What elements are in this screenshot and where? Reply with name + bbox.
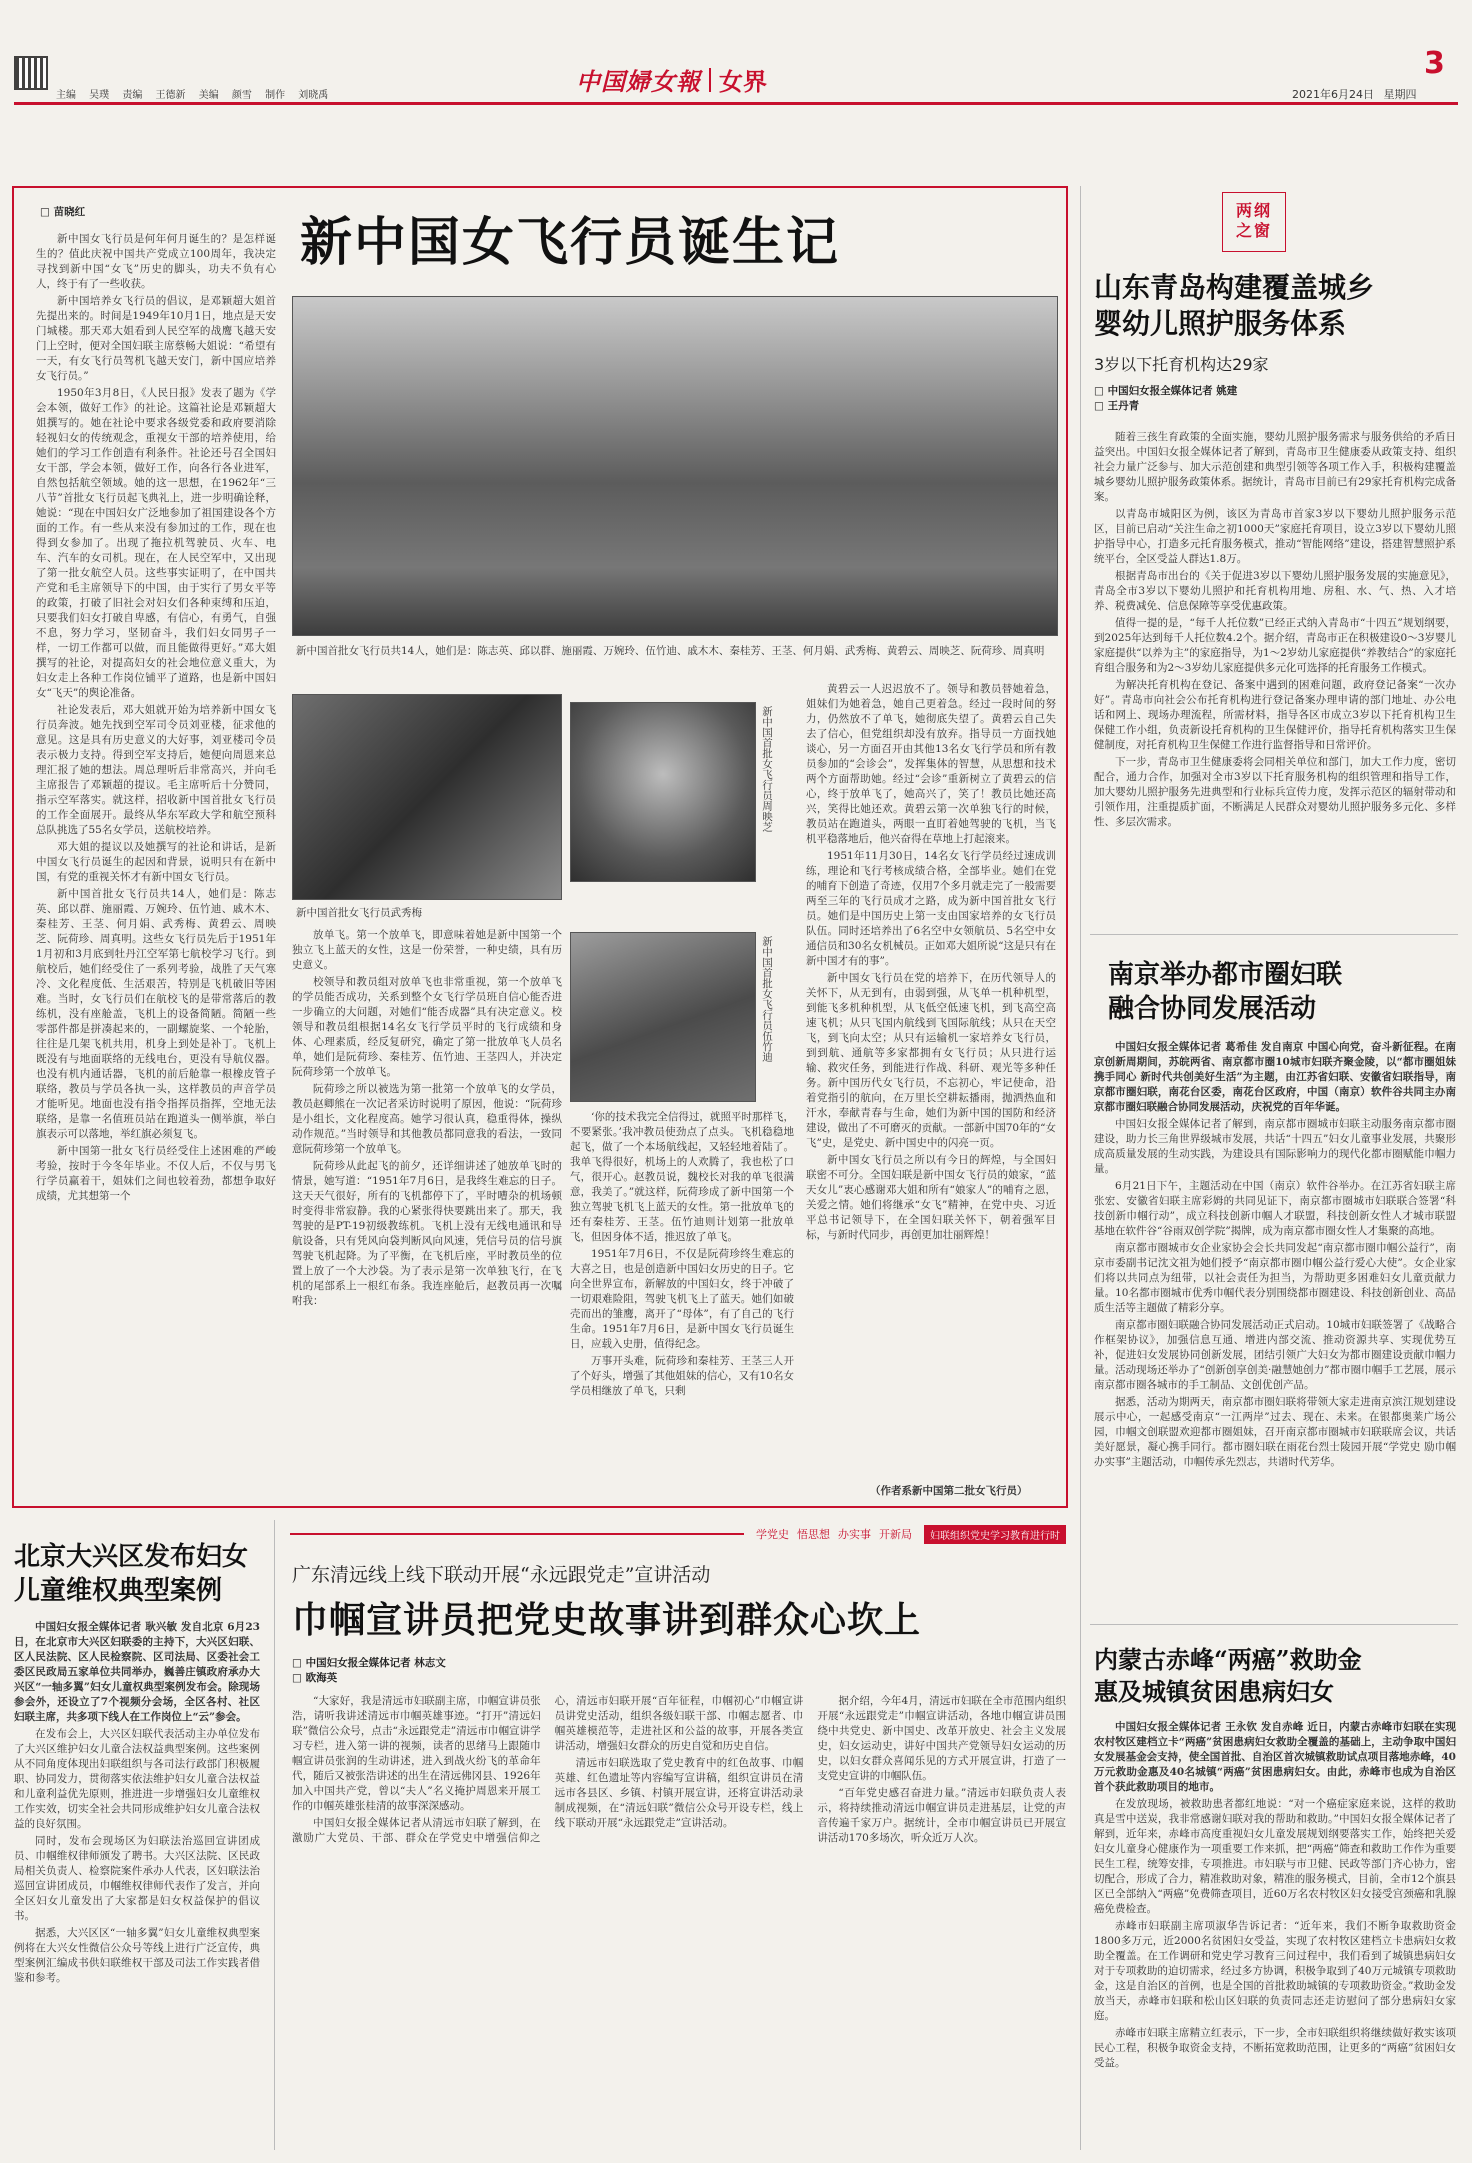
photo-wu-zhudi-caption: 新中国首批女飞行员伍竹迪 <box>761 936 773 1062</box>
feature-col1-p6: 新中国首批女飞行员共14人，她们是：陈志英、邱以群、施丽霞、万婉玲、伍竹迪、戚木木、秦桂芳、王茎、何月娟、武秀梅、黄碧云、周映芝、阮荷珍、周真明。这些女飞行员先后于1951年1月初和3月底到牡丹江空军第七航校学习飞行。到航校后，她们经受住了一系列考验，战胜了天气寒冷、文化程度低、生活艰苦，特别是飞机破旧等困难。当时，女飞行员们在航校飞的是带常落后的教练机，没有座舱盖，飞机上的设备简陋。简陋一些零部件都是拼凑起来的，一副螺旋桨、一个轮胎，往往是几架飞机共用，机身上到处是补丁。飞机上既没有与地面联络的无线电台，更没有导航仪器。也没有机内通话器，飞机的前后舱靠一根橡皮管子联络，教员与学员各执一头，这样教员的声音学员才能听见。地面也没有指令指挥员指挥，空地无法联络，是靠一名值班员站在跑道头一侧举旗，举白旗表示可以落地，举红旗必须复飞。 <box>36 888 276 1140</box>
masthead <box>576 62 767 97</box>
guangdong-p2: 中国妇女报全媒体记者从清远市妇联了解到，在激励广大党员、干部、群众在学党史中增强信仰之心，清远市妇联开展“百年征程，巾帼初心”巾帼宣讲员讲党史活动，组织各级妇联干部、巾帼志愿者、巾帼英雄模范等，走进社区和公益的故事，开展各类宣讲活动，增强妇女群众的历史自觉和历史自信。 <box>292 1695 804 1844</box>
issue-date <box>1292 86 1417 102</box>
wang-body <box>1094 430 1456 906</box>
date-text: 2021年6月24日 <box>1292 88 1374 101</box>
credit-chief-editor: 主编 吴璞 <box>56 90 110 101</box>
feature-col1-p3: 1950年3月8日，《人民日报》发表了题为《学会本领，做好工作》的社论。这篇社论是邓颖超大姐撰写的。她在社论中要求各级党委和政府要消除轻视妇女的传统观念，重视女干部的培养使用，给她们的学习工作创造有利条件。社论还号召全国妇女干部，学会本领，做好工作，向各行各业进军，自然包括航空领域。她的这一思想，在1962年“三八节”首批女飞行员起飞典礼上，进一步明确诠释，她说：“现在中国妇女广泛地参加了祖国建设各个方面的工作。有一些从来没有参加过的工作，现在也得到女参加了。出现了拖拉机驾驶员、火车、电车、汽车的女司机。现在，在人民空军中，又出现了第一批女航空人员。这些事实证明了，在中国共产党和毛主席领导下的中国，由于实行了男女平等的政策，打破了旧社会对妇女们各种束缚和压迫，只要我们妇女打破自卑感，有信心，有勇气，自强不息，努力学习，坚韧奋斗，我们妇女同男子一样，一切工作都可以做，而且能做得更好。”邓大姐撰写的社论，对提高妇女的社会地位意义重大，为妇女走上各种工作岗位铺平了道路，也是新中国妇女“飞天”的舆论准备。 <box>36 387 276 699</box>
nanjing-title <box>1108 958 1342 1026</box>
guangdong-byline2: □ 欧海英 <box>292 1672 338 1684</box>
photo-zhou-yingzhi <box>570 702 756 882</box>
beijing-p1: 中国妇女报全媒体记者 耿兴敏 发自北京 6月23日，在北京市大兴区妇联委的主持下，大兴区妇联、区人民法院、区人民检察院、区司法局、区委社会工委区民政局五家单位共同举办，巍善庄镇政府承办大兴区“一轴多翼”妇女儿童权典型案例发布会。除现场参会外，还设立了7个视频分会场，全区各村、社区妇联主席，共多项下线人在工作岗位上“云”参会。 <box>14 1621 260 1723</box>
nanjing-title-line2: 融合协同发展活动 <box>1108 994 1317 1024</box>
feature-col2-p1: 放单飞。第一个放单飞，即意味着她是新中国第一个独立飞上蓝天的女性，这是一份荣誉，一种史绩，具有历史意义。 <box>292 929 562 971</box>
guangdong-p3: 清远市妇联选取了党史教育中的红色故事、巾帼英雄、红色遗址等内容编写宣讲稿，组织宣讲员在清远市各县区、乡镇、村镇开展宣讲，还将宣讲活动录制成视频，在“清远妇联”微信公众号开设专栏，线上线下联动开展“永远跟党走”宣讲活动。 <box>554 1757 804 1829</box>
qr-code-icon <box>14 56 48 90</box>
beijing-title-line1: 北京大兴区发布妇女 <box>14 1542 249 1572</box>
nanjing-p5: 南京都市圈妇联融合协同发展活动正式启动。10城市妇联签署了《战略合作框架协议》，加强信息互通、增进内部交流、推动资源共享、实现优势互补，促进妇女发展协同创新发展，团结引领广大妇女为都市圈建设贡献巾帼力量。活动现场还举办了“创新创享创美·融慧她创力”都市圈巾帼手工艺展，展示南京都市圈各城市的手工制品、文创优创产品。 <box>1094 1319 1456 1391</box>
neimeng-title-line1: 内蒙古赤峰“两癌”救助金 <box>1094 1645 1362 1674</box>
photo-zhou-yingzhi-caption: 新中国首批女飞行员周映芝 <box>761 706 773 832</box>
beijing-p3: 同时，发布会现场区为妇联法治巡回宣讲团成员、巾帼维权律师颁发了聘书。大兴区法院、区民政局相关负责人、检察院案件承办人代表，区妇联法治巡回宣讲团成员，巾帼维权律师代表作了发言，并向全区妇女儿童发出了大家都是妇女权益保护的倡议书。 <box>14 1835 260 1922</box>
nanjing-p4: 南京都市圈城市女企业家协会会长共同发起“南京都市圈巾帼公益行”，南京市委副书记沈文祖为她们授予“南京都市圈巾帼公益行爱心大使”。女企业家们将以共同点为纽带，以社会责任为担当，为帮助更多困难妇女儿童贡献力量。10名都市圈城市优秀巾帼代表分别围绕都市圈建设、科技创新创业、高品质生活等主题做了精彩分享。 <box>1094 1242 1456 1314</box>
masthead-divider <box>709 68 711 92</box>
feature-col2-p2: 校领导和教员组对放单飞也非常重视，第一个放单飞的学员能否成功，关系到整个女飞行学员班自信心能否进一步确立的大问题，对她们“能否成器”具有决定意义。校领导和教员组根据14名女飞行学员平时的飞行成绩和身体、心理素质，经反复研究，确定了第一批放单飞人员名单，她们是阮荷珍、秦桂芳、伍竹迪、王茎四人，并决定阮荷珍第一个放单飞。 <box>292 976 562 1078</box>
wang-p4: 值得一提的是，“每千人托位数”已经正式纳入青岛市“十四五”规划纲要，到2025年达到每千人托位数4.2个。据介绍，青岛市正在积极建设0～3岁婴儿家庭提供“以养为主”的家庭指导，为1～2岁幼儿家庭提供“养教结合”的家庭托育组合服务和为2～3岁幼儿家庭提供多元化可选择的托育服务工作模式。 <box>1094 617 1456 674</box>
right-divider-1 <box>1090 934 1458 935</box>
feature-col1-p2: 新中国培养女飞行员的倡议，是邓颖超大姐首先提出来的。时间是1949年10月1日，地点是天安门城楼。那天邓大姐看到人民空军的战鹰飞越天安门上空时，便对全国妇联主席蔡畅大姐说：“希望有一天，有女飞行员驾机飞越天安门，新中国应培养女飞行员。” <box>36 295 276 382</box>
banner-tag: 妇联组织党史学习教育进行时 <box>924 1525 1066 1544</box>
feature-col3-p3: 新中国女飞行员在党的培养下，在历代领导人的关怀下，从无到有，由弱到强，从飞单一机种机型，到能飞多机种机型，从飞低空低速飞机，到飞高空高速飞机；从只飞国内航线到飞国际航线；从只在天空飞，到飞向太空；从只有运输机一家培养女飞行员，到到航、通航等多家都拥有女飞行员；从只进行运输、救灾任务，到能进行作战、科研、观光等多种任务。新中国历代女飞行员，不忘初心，牢记使命，沿着党指引的航向，在万里长空耕耘播雨，抛洒热血和汗水，奉献青春与生命，她们为新中国的国防和经济建设，做出了不可磨灭的贡献。一部新中国70年的“女飞”史，是党史、新中国史中的闪亮一页。 <box>806 972 1056 1149</box>
neimeng-p2: 在发放现场，被救助患者都红地说：“对一个癌症家庭来说，这样的救助真是雪中送炭，我非常感谢妇联对我的帮助和救助。”中国妇女报全媒体记者了解到，近年来，赤峰市高度重视妇女儿童发展规划纲要落实工作，始终把关爱妇女儿童身心健康作为一项重要工作来抓，把“两癌”筛查和救助工作作为重要民生工程，统筹安排，专项推进。市妇联与市卫健、民政等部门齐心协力，密切配合，形成了合力，精准救助对象，精准的服务模式，目前，全市12个旗县区已全部纳入“两癌”免费筛查项目，近60万名农村牧区妇女接受宫颈癌和乳腺癌免费检查。 <box>1094 1798 1456 1915</box>
guangdong-body <box>292 1694 1066 2148</box>
nanjing-p2: 中国妇女报全媒体记者了解到，南京都市圈城市妇联主动服务南京都市圈建设，助力长三角世界级城市发展，共话“十四五”妇女儿童事业发展，共聚形成高质量发展的生动实践，为建设具有国际影响力的现代化都市圈赋能巾帼力量。 <box>1094 1118 1456 1175</box>
wang-byline1: □ 中国妇女报全媒体记者 姚建 <box>1094 385 1238 397</box>
guangdong-p1: “大家好，我是清远市妇联副主席，巾帼宣讲员张浩，请听我讲述清远市巾帼英雄事迹。“打开”清远妇联”微信公众号，点击“永远跟党走”清远市巾帼宣讲学习专栏，进入第一讲的视频，读者的思绪马上跟随巾帼宣讲员张润的生动讲述，进入到战火纷飞的革命年代，随后又被张浩讲述的出生在清远佛冈县、1926年加入中国共产党，曾以“夫人”名义掩护周恩来开展工作的巾帼英雄张桂清的故事深深感动。 <box>292 1695 541 1812</box>
wang-byline <box>1094 384 1237 414</box>
group-photo-caption: 新中国首批女飞行员共14人，她们是：陈志英、邱以群、施丽霞、万婉玲、伍竹迪、戚木木、秦桂芳、王茎、何月娟、武秀梅、黄碧云、周映芝、阮荷珍、周真明 <box>296 645 1045 657</box>
nanjing-p3: 6月21日下午，主题活动在中国（南京）软件谷举办。在江苏省妇联主席张宏、安徽省妇联主席彩姆的共同见证下，南京都市圈城市妇联联合签署“科技创新巾帼行动”，成立科技创新巾帼人才联盟，科技创新女性人才城市联盟基地在软件谷“谷雨双创学院”揭牌，成为南京都市圈女性人才集聚的高地。 <box>1094 1180 1456 1237</box>
wang-subtitle: 3岁以下托育机构达29家 <box>1094 355 1269 374</box>
feature-col3-p4: 新中国女飞行员之所以有今日的辉煌，与全国妇联密不可分。全国妇联是新中国女飞行员的娘家，“蓝天女儿”衷心感谢邓大姐和所有“娘家人”的哺育之恩，关爱之情。她们将继承“女飞”精神，在党中央、习近平总书记领导下，在全国妇联关怀下，朝着强军目标，与新时代同步，再创更加壮丽辉煌！ <box>806 1154 1056 1241</box>
photo-wu-xiumei-caption: 新中国首批女飞行员武秀梅 <box>296 907 422 919</box>
nanjing-title-line1: 南京举办都市圈妇联 <box>1108 960 1343 990</box>
wang-byline2: □ 王丹青 <box>1094 400 1140 412</box>
neimeng-p1: 中国妇女报全媒体记者 王永钦 发自赤峰 近日，内蒙古赤峰市妇联在实现农村牧区建档立卡“两癌”贫困患病妇女救助全覆盖的基础上，主动争取中国妇女发展基金会支持，使全国首批、自治区首次城镇救助试点项目落地赤峰，40万元救助金惠及40名城镇“两癌”贫困患病妇女。由此，赤峰市也成为自治区首个获此救助项目的地市。 <box>1094 1721 1456 1793</box>
bottom-left-rule <box>274 1520 275 2150</box>
banner-item-3: 办实事 <box>838 1528 871 1541</box>
credit-designer: 美编 颜雪 <box>198 90 252 101</box>
feature-col1-p4: 社论发表后，邓大姐就开始为培养新中国女飞行员奔波。她先找到空军司令员刘亚楼，征求他的意见。这是具有历史意义的大好事，刘亚楼司令员表示极力支持。得到空军支持后，她便向周恩来总理汇报了她的想法。周总理听后非常高兴，并向毛主席报告了邓颖超的提议。毛主席听后十分赞同，指示空军落实。就这样，招收新中国首批女飞行员的工作全面展开。最终从华东军政大学和航空预科总队挑选了55名女学员，送航校培养。 <box>36 704 276 836</box>
feature-col3 <box>806 682 1056 1478</box>
beijing-title <box>14 1540 248 1608</box>
feature-mid-col <box>570 1110 794 1496</box>
banner-rule-left <box>290 1533 744 1535</box>
guangdong-p5: “百年党史感召奋进力量。”清远市妇联负责人表示，将持续推动清远巾帼宣讲员走进基层，让党的声音传遍千家万户。据统计，全市巾帼宣讲员已开展宣讲活动170多场次，听众近万人次。 <box>817 1787 1066 1844</box>
right-divider-2 <box>1090 1624 1458 1625</box>
page-number: 3 <box>1424 46 1445 81</box>
feature-mid-p3: 万事开头难，阮荷珍和秦桂芳、王茎三人开了个好头，增强了其他姐妹的信心，又有10名女学员相继放了单飞，只剩 <box>570 1355 794 1397</box>
wang-logo <box>1222 192 1286 252</box>
nanjing-p6: 据悉，活动为期两天，南京都市圈妇联将带领大家走进南京滨江规划建设展示中心，一起感受南京“一江两岸”过去、现在、未来。在银都奥莱广场公园，巾帼文创联盟欢迎都市圈姐妹，召开南京都市圈城市妇联联席会议，共话美好愿景，凝心携手同行。都市圈妇联在雨花台烈士陵园开展“学党史 励巾帼 办实事”主题活动，巾帼传承先烈志，共谱时代芳华。 <box>1094 1396 1456 1468</box>
feature-col2-p3: 阮荷珍之所以被选为第一批第一个放单飞的女学员，教员赵卿熊在一次记者采访时说明了原因，他说：“阮荷珍是小组长，文化程度高。她学习很认真，稳重得体，操纵动作规范。”当时领导和其他教员都同意我的看法，一致同意阮荷珍第一个放单飞。 <box>292 1083 562 1155</box>
credit-editor: 责编 王德新 <box>122 90 186 101</box>
neimeng-title-line2: 惠及城镇贫困患病妇女 <box>1094 1677 1334 1706</box>
wang-title-line1: 山东青岛构建覆盖城乡 <box>1094 271 1375 304</box>
feature-col1-p1: 新中国女飞行员是何年何月诞生的？是怎样诞生的？值此庆祝中国共产党成立100周年，我决定寻找到新中国“女飞”历史的脚头，功夫不负有心人，终于有了一些收获。 <box>36 233 276 290</box>
wang-p1: 随着三孩生育政策的全面实施，婴幼儿照护服务需求与服务供给的矛盾日益突出。中国妇女报全媒体记者了解到，青岛市卫生健康委从政策支持、组织社会力量广泛参与、加大示范创建和典型引领等各项工作入手，积极构建覆盖城乡婴幼儿照护服务政策体系。据统计，青岛市目前已有29家托育机构完成备案。 <box>1094 431 1456 503</box>
guangdong-banner <box>290 1522 1066 1546</box>
photo-wu-xiumei <box>292 694 562 900</box>
nanjing-p1: 中国妇女报全媒体记者 葛希佳 发自南京 中国心向党，奋斗新征程。在南京创新周期间，苏皖两省、南京都市圈10城市妇联齐聚金陵，以“都市圈姐妹携手同心 新时代共创美好生活”为主题，由江苏省妇联、安徽省妇联指导，南京都市圈妇联，南花台区委，南花台区政府，中国（南京）软件谷共同主办南京都市圈妇联融合协同发展活动，庆祝党的百年华诞。 <box>1094 1041 1456 1113</box>
wang-title <box>1094 270 1374 342</box>
feature-author-note: （作者系新中国第二批女飞行员） <box>870 1485 1028 1497</box>
guangdong-byline <box>292 1656 446 1686</box>
feature-col1 <box>36 232 276 1496</box>
feature-col3-p2: 1951年11月30日，14名女飞行学员经过速成训练，理论和飞行考核成绩合格，全部毕业。她们在党的哺育下创造了奇迹，仅用7个多月就走完了一般需要两至三年的飞行员成才之路，成为新中国首批女飞行员。她们是中国历史上第一支由国家培养的女飞行员队伍。同时还培养出了6名空中女领航员、5名空中女通信员和30名女机械员。正如邓大姐所说“这是只有在新中国才有的事”。 <box>806 850 1056 967</box>
feature-col1-p5: 邓大姐的提议以及她撰写的社论和讲话，是新中国女飞行员诞生的起因和背景，说明只有在新中国，有党的重视关怀才有新中国女飞行员。 <box>36 841 276 883</box>
wang-p3: 根据青岛市出台的《关于促进3岁以下婴幼儿照护服务发展的实施意见》，青岛全市3岁以下婴幼儿照护和托育机构用地、房租、水、气、热、入才培养、税费减免、信息保障等享受优惠政策。 <box>1094 570 1456 612</box>
header-credits <box>56 86 328 101</box>
neimeng-p4: 赤峰市妇联主席精立红表示，下一步，全市妇联组织将继续做好救实该项民心工程，积极争取资金支持，不断拓宽救助范围，让更多的“两癌”贫困妇女受益。 <box>1094 2027 1456 2069</box>
beijing-body <box>14 1620 260 2148</box>
nanjing-body <box>1094 1040 1456 1602</box>
neimeng-title <box>1094 1644 1362 1708</box>
neimeng-body <box>1094 1720 1456 2150</box>
photo-wu-zhudi <box>570 932 756 1102</box>
feature-col2 <box>292 928 562 1496</box>
wang-p6: 下一步，青岛市卫生健康委将会同相关单位和部门，加大工作力度，密切配合，通力合作，加强对全市3岁以下托育服务机构的组织管理和指导工作，加大婴幼儿照护服务先进典型和行业标兵宣传力度，发挥示范区的辐射带动和引领作用，注重提质扩面，不断满足人民群众对婴幼儿照护服务多元化、多样性、多层次需求。 <box>1094 756 1456 828</box>
weekday-text: 星期四 <box>1383 88 1417 101</box>
feature-author: □ 苗晓红 <box>40 206 86 218</box>
feature-mid-p1: ‘你的技术我完全信得过，就照平时那样飞，不要紧张。’我冲教员使劲点了点头。飞机稳稳地起飞，做了一个本场航线起，又轻轻地着陆了。我单飞得很好，机场上的人欢腾了，我也松了口气，很开心。赵教员说，魏校长对我的单飞很满意，我美了。”就这样，阮荷珍成了新中国第一个独立驾驶飞机飞上蓝天的女性。第一批放单飞的还有秦桂芳、王茎。伍竹迪则计划第一批放单飞，但因身体不适，推迟放了单飞。 <box>570 1111 794 1243</box>
wang-logo-text: 两纲之窗 <box>1235 201 1272 240</box>
group-photo <box>292 296 1058 636</box>
wang-p5: 为解决托育机构在登记、备案中遇到的困难问题，政府登记备案“一次办好”。青岛市向社会公布托育机构进行登记备案办理申请的部门地址、办公电话和网上、现场办理流程，所需材料，指导各区市成立3岁以下托育机构卫生保健工作小组，负责新设托育机构的卫生保健评价，指导托育机构落实卫生保健制度，对托育机构卫生保健工作进行监督指导和日常评价。 <box>1094 679 1456 751</box>
section-name: 女界 <box>719 67 767 96</box>
guangdong-kicker: 广东清远线上线下联动开展“永远跟党走”宣讲活动 <box>292 1564 711 1586</box>
paper-name-logo: 中国婦女報 <box>576 67 701 96</box>
right-column-rule <box>1080 186 1081 2150</box>
credit-producer: 制作 刘晓禹 <box>265 90 329 101</box>
beijing-title-line2: 儿童维权典型案例 <box>14 1576 223 1606</box>
feature-mid-p2: 1951年7月6日，不仅是阮荷珍终生难忘的大喜之日，也是创造新中国妇女历史的日子。它向全世界宣布，新解放的中国妇女，终于冲破了一切艰难险阻，驾驶飞机飞上了蓝天。她们如破壳而出的雏鹰，离开了“母体”，有了自己的飞行生命。1951年7月6日，是新中国女飞行员诞生日，应载入史册，值得纪念。 <box>570 1248 794 1350</box>
feature-col2-p4: 阮荷珍从此起飞的前夕，还详细讲述了她放单飞时的情景，她写道：“1951年7月6日，是我终生难忘的日子。这天天气很好，所有的飞机都停下了，平时嘈杂的机场顿时变得非常寂静。我的心紧张得快要跳出来了。那天，我驾驶的是PT-19初级教练机。飞机上没有无线电通讯和导航设备，只有凭风向袋判断风向风速，凭信号员的信号旗驾驶飞机起降。为了平衡，在飞机后座，平时教员坐的位置上放了一个大沙袋。为了表示是第一次单独飞行，在飞机的尾部系上一根红布条。我连座舱后，赵教员再一次嘱咐我： <box>292 1160 562 1307</box>
guangdong-byline1: □ 中国妇女报全媒体记者 林志文 <box>292 1657 446 1669</box>
banner-item-4: 开新局 <box>879 1528 912 1541</box>
wang-p2: 以青岛市城阳区为例，该区为青岛市首家3岁以下婴幼儿照护服务示范区，目前已启动“关注生命之初1000天”家庭托育项目，设立3岁以下婴幼儿照护指导中心，打造多元托育服务模式，推动“智能网络”建设，搭建智慧照护系统平台，全区受益人群达1.8万。 <box>1094 508 1456 565</box>
guangdong-p4: 据介绍，今年4月，清远市妇联在全市范围内组织开展“永远跟党走”巾帼宣讲活动，各地巾帼宣讲员围绕中共党史、新中国史、改革开放史、社会主义发展史，妇女运动史，讲好中国共产党领导妇女运动的历史，以妇女群众喜闻乐见的方式开展宣讲，打造了一支党史宣讲的巾帼队伍。 <box>817 1695 1066 1782</box>
feature-col1-p7: 新中国第一批女飞行员经受住上述困难的严峻考验，按时于今冬年毕业。不仅人后，不仅与男飞行学员赢着干，姐妹们之间也较着劲，都想争取好成绩，尤其想第一个 <box>36 1145 276 1202</box>
header-rule <box>14 102 1458 105</box>
beijing-p2: 在发布会上，大兴区妇联代表活动主办单位发布了大兴区维护妇女儿童合法权益典型案例。这些案例从不同角度体现出妇联组织与各司法行政部门积极履职、协同发力，贯彻落实依法维护妇女儿童合法权益和儿童利益优先原则，推进进一步增强妇女儿童维权工作实效，切实全社会共同形成维护妇女儿童合法权益的良好氛围。 <box>14 1728 260 1830</box>
neimeng-p3: 赤峰市妇联副主席项淑华告诉记者：“近年来，我们不断争取救助资金1800多万元，近2000名贫困妇女受益，实现了农村牧区建档立卡患病妇女救助全覆盖。在工作调研和党史学习教育三问过程中，我们看到了城镇患病妇女对于专项救助的迫切需求，经过多方协调，积极争取到了40万元城镇专项救助金，这是自治区的首例，也是全国的首批救助城镇的专项救助资金。”救助金发放当天，赤峰市妇联和松山区妇联的负责同志还走访慰问了部分患病妇女家庭。 <box>1094 1920 1456 2022</box>
wang-title-line2: 婴幼儿照护服务体系 <box>1094 307 1347 340</box>
feature-col3-p1: 黄碧云一人迟迟放不了。领导和教员替她着急，姐妹们为她着急，她自己更着急。经过一段时间的努力，仍然放不了单飞，她彻底失望了。黄碧云自己失去了信心，但党组织却没有放弃。指导员一方面找她谈心，另一方面召开由其他13名女飞行学员和所有教员参加的“会诊会”，发挥集体的智慧，从思想和技术两个方面帮助她。经过“会诊”重新树立了黄碧云的信心，终于放单飞了，她高兴了，笑了！教员比她还高兴，笑得比她还欢。黄碧云第一次单独飞行的时候，教员站在跑道头，两眼一直盯着她驾驶的飞机，当飞机平稳落地后，他兴奋得在草地上打起滚来。 <box>806 683 1056 845</box>
feature-title: 新中国女飞行员诞生记 <box>300 212 841 273</box>
banner-item-2: 悟思想 <box>797 1528 830 1541</box>
beijing-p4: 据悉，大兴区区“一轴多翼”妇女儿童维权典型案例将在大兴女性微信公众号等线上进行广泛宣传，典型案例汇编成书供妇联维权干部及司法工作实践者借鉴和参考。 <box>14 1927 260 1984</box>
banner-item-1: 学党史 <box>756 1528 789 1541</box>
guangdong-title: 巾帼宣讲员把党史故事讲到群众心坎上 <box>292 1599 922 1641</box>
